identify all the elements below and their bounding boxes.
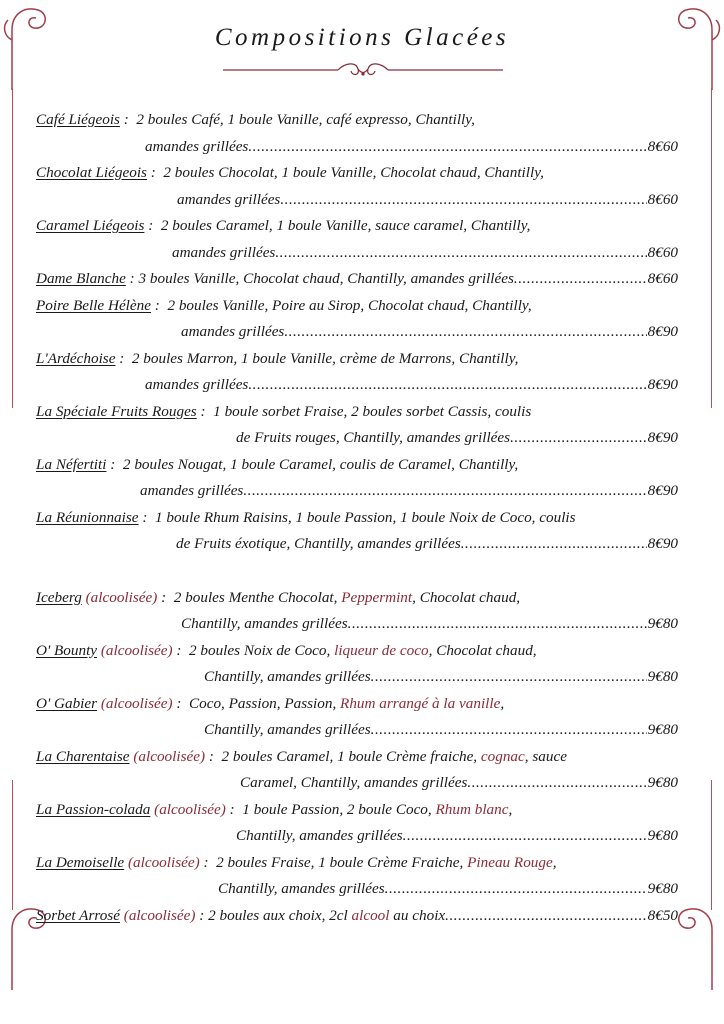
item-name: La Passion-colada xyxy=(36,800,151,818)
item-name: Café Liégeois xyxy=(36,111,120,128)
item-price: 9€80 xyxy=(647,721,678,738)
corner-ornament-top-right xyxy=(664,0,724,90)
item-name: La Demoiselle xyxy=(36,853,125,871)
description-text: 2 boules Nougat, 1 boule Caramel, coulis de Caramel, Chantilly, xyxy=(122,455,519,473)
item-description-2 xyxy=(240,770,467,797)
item-name: O' Bounty xyxy=(36,641,98,659)
item-label: La Réunionnaise : xyxy=(36,508,155,526)
item-name: Chocolat Liégeois xyxy=(36,164,147,181)
item-line-1 xyxy=(36,691,678,718)
item-line-2 xyxy=(36,611,678,638)
description-text: amandes grillées xyxy=(140,482,244,499)
menu-item xyxy=(36,797,678,850)
item-line-2 xyxy=(36,240,678,267)
item-description-2 xyxy=(172,240,275,267)
item-line-1 xyxy=(36,585,678,612)
item-line-2 xyxy=(36,372,678,399)
menu-item xyxy=(36,691,678,744)
dot-leader xyxy=(403,823,647,850)
menu-item xyxy=(36,903,678,930)
item-label: Caramel Liégeois : xyxy=(36,217,161,234)
dot-leader xyxy=(348,611,647,638)
item-label: La Néfertiti : xyxy=(36,455,123,473)
description-text: amandes grillées xyxy=(145,137,249,155)
alcohol-ingredient: Pineau Rouge xyxy=(467,853,553,871)
description-text: 3 boules Vanille, Chocolat chaud, Chantilly, amandes grillées xyxy=(138,270,514,287)
item-line-2 xyxy=(36,425,678,452)
item-price: 8€90 xyxy=(647,376,678,393)
item-line-1 xyxy=(36,744,678,771)
menu-item xyxy=(36,585,678,638)
description-text: amandes grillées xyxy=(181,323,285,340)
item-label: La Spéciale Fruits Rouges : xyxy=(36,402,214,420)
alcohol-tag: (alcoolisée) xyxy=(123,906,196,924)
description-text: 1 boule sorbet Fraise, 2 boules sorbet Cassis, coulis xyxy=(213,402,532,420)
item-description-2 xyxy=(181,319,284,346)
item-label: La Passion-colada (alcoolisée) : xyxy=(36,800,243,818)
alcohol-tag: (alcoolisée) xyxy=(85,588,158,606)
item-price: 9€80 xyxy=(647,615,678,632)
border-line-left-top xyxy=(12,88,13,408)
description-text: , Chocolat chaud, xyxy=(428,641,537,659)
item-description-2 xyxy=(145,372,248,399)
item-price: 9€80 xyxy=(647,827,678,844)
item-line-2 xyxy=(36,134,678,161)
item-description-1 xyxy=(155,509,576,526)
dot-leader xyxy=(467,770,646,797)
dot-leader xyxy=(280,187,646,214)
item-price: 8€90 xyxy=(647,535,678,552)
item-description-1 xyxy=(208,903,445,930)
description-text: 2 boules aux choix, 2cl xyxy=(208,906,352,924)
menu-item xyxy=(36,213,678,266)
item-price: 9€80 xyxy=(647,668,678,685)
item-name: La Néfertiti xyxy=(36,455,107,473)
page-title: Compositions Glacées xyxy=(214,24,510,51)
description-text: , xyxy=(508,800,513,818)
menu-item xyxy=(36,107,678,160)
alcohol-ingredient: cognac xyxy=(480,747,525,765)
item-line-2 xyxy=(36,717,678,744)
item-description-1 xyxy=(216,854,556,871)
menu-item xyxy=(36,638,678,691)
alcohol-ingredient: alcool xyxy=(351,906,390,924)
section-spacer xyxy=(36,558,678,585)
item-line-1 xyxy=(36,346,678,373)
alcohol-ingredient: Rhum blanc xyxy=(435,800,509,818)
description-text: 2 boules Vanille, Poire au Sirop, Chocolat chaud, Chantilly, xyxy=(167,296,532,314)
item-description-1 xyxy=(136,111,475,128)
description-text: , sauce xyxy=(524,747,567,765)
alcohol-tag: (alcoolisée) xyxy=(127,853,200,871)
item-description-1 xyxy=(189,695,504,712)
description-text: Coco, Passion, Passion, xyxy=(189,694,341,712)
item-line-1 xyxy=(36,850,678,877)
item-price: 8€90 xyxy=(647,323,678,340)
item-line-2 xyxy=(36,664,678,691)
border-line-left-bottom xyxy=(12,780,13,910)
item-label: Chocolat Liégeois : xyxy=(36,164,164,181)
item-description-1 xyxy=(123,456,518,473)
item-description-1 xyxy=(174,589,520,606)
dot-leader xyxy=(445,903,646,930)
description-text: Chantilly, amandes grillées xyxy=(181,615,348,632)
item-description-2 xyxy=(140,478,243,505)
item-name: La Réunionnaise xyxy=(36,508,139,526)
item-label: L'Ardéchoise : xyxy=(36,349,132,367)
item-description-2 xyxy=(204,664,371,691)
item-name: L'Ardéchoise xyxy=(36,349,116,367)
menu-item xyxy=(36,452,678,505)
description-text: 2 boules Caramel, 1 boule Crème fraiche, xyxy=(221,747,481,765)
description-text: Chantilly, amandes grillées xyxy=(204,668,371,685)
dot-leader xyxy=(514,266,647,293)
description-text: 1 boule Passion, 2 boule Coco, xyxy=(242,800,436,818)
alcohol-tag: (alcoolisée) xyxy=(100,641,173,659)
item-name: Dame Blanche xyxy=(36,270,126,287)
item-label: Iceberg (alcoolisée) : xyxy=(36,588,174,606)
description-text: , xyxy=(552,853,557,871)
item-description-2 xyxy=(177,187,280,214)
item-name: Iceberg xyxy=(36,588,82,606)
item-line-1 xyxy=(36,160,678,187)
menu-item xyxy=(36,266,678,293)
dot-leader xyxy=(275,240,646,267)
item-line-1 xyxy=(36,638,678,665)
item-line-1 xyxy=(36,452,678,479)
item-line-1 xyxy=(36,903,678,930)
item-description-2 xyxy=(145,134,248,161)
item-line-2 xyxy=(36,876,678,903)
item-line-2 xyxy=(36,478,678,505)
item-line-1 xyxy=(36,505,678,532)
item-price: 9€80 xyxy=(647,880,678,897)
item-description-1 xyxy=(221,748,566,765)
menu-item xyxy=(36,505,678,558)
item-price: 8€60 xyxy=(647,190,678,208)
item-price: 8€60 xyxy=(647,243,678,261)
item-price: 8€60 xyxy=(647,270,678,287)
item-price: 8€50 xyxy=(647,906,678,924)
item-price: 8€60 xyxy=(647,137,678,155)
description-text: 2 boules Fraise, 1 boule Crème Fraiche, xyxy=(216,853,468,871)
description-text: 2 boules Noix de Coco, xyxy=(189,641,335,659)
item-name: Sorbet Arrosé xyxy=(36,906,120,924)
item-description-1 xyxy=(132,350,519,367)
description-text: 1 boule Rhum Raisins, 1 boule Passion, 1 boule Noix de Coco, coulis xyxy=(154,508,576,526)
item-label: La Charentaise (alcoolisée) : xyxy=(36,747,222,765)
item-line-1 xyxy=(36,797,678,824)
item-name: Poire Belle Hélène xyxy=(36,296,151,314)
item-line-1 xyxy=(36,213,678,240)
item-description-2 xyxy=(176,531,461,558)
alcohol-tag: (alcoolisée) xyxy=(154,800,226,818)
item-description-2 xyxy=(236,425,510,452)
item-line-2 xyxy=(36,823,678,850)
item-label: La Demoiselle (alcoolisée) : xyxy=(36,853,217,871)
item-label: O' Gabier (alcoolisée) : xyxy=(36,694,189,712)
border-line-right-bottom xyxy=(711,780,712,910)
dot-leader xyxy=(385,876,647,903)
description-text: 2 boules Marron, 1 boule Vanille, crème de Marrons, Chantilly, xyxy=(131,349,519,367)
description-text: Chantilly, amandes grillées xyxy=(204,721,371,738)
menu-item xyxy=(36,850,678,903)
title-divider-ornament xyxy=(218,62,508,78)
item-description-1 xyxy=(161,217,531,234)
alcohol-ingredient: Rhum arrangé à la vanille xyxy=(340,694,501,712)
description-text: Chantilly, amandes grillées xyxy=(218,880,385,897)
menu-item xyxy=(36,346,678,399)
description-text: de Fruits rouges, Chantilly, amandes grillées xyxy=(236,429,511,446)
item-price: 8€90 xyxy=(647,429,678,446)
item-label: Sorbet Arrosé (alcoolisée) : xyxy=(36,906,209,924)
description-text: , Chocolat chaud, xyxy=(412,588,521,606)
item-price: 9€80 xyxy=(647,774,678,791)
dot-leader xyxy=(248,134,646,161)
item-line-1 xyxy=(36,107,678,134)
item-label: Poire Belle Hélène : xyxy=(36,296,168,314)
description-text: , xyxy=(500,694,505,712)
item-description-1 xyxy=(138,266,513,293)
dot-leader xyxy=(284,319,646,346)
description-text: 2 boules Café, 1 boule Vanille, café expresso, Chantilly, xyxy=(136,111,475,128)
dot-leader xyxy=(371,664,647,691)
item-name: O' Gabier xyxy=(36,694,98,712)
border-line-right-top xyxy=(711,88,712,408)
description-text: 2 boules Chocolat, 1 boule Vanille, Chocolat chaud, Chantilly, xyxy=(163,164,544,181)
description-text: de Fruits éxotique, Chantilly, amandes grillées xyxy=(176,535,461,552)
dot-leader xyxy=(461,531,647,558)
item-line-1 xyxy=(36,399,678,426)
alcohol-tag: (alcoolisée) xyxy=(133,747,206,765)
description-text: 2 boules Caramel, 1 boule Vanille, sauce caramel, Chantilly, xyxy=(160,217,531,234)
item-line-2 xyxy=(36,319,678,346)
menu-item xyxy=(36,160,678,213)
alcohol-tag: (alcoolisée) xyxy=(100,694,173,712)
item-description-2 xyxy=(218,876,385,903)
item-description-2 xyxy=(236,823,403,850)
dot-leader xyxy=(243,478,646,505)
description-text: Chantilly, amandes grillées xyxy=(236,827,403,844)
item-line-2 xyxy=(36,770,678,797)
item-line-1 xyxy=(36,266,678,293)
dot-leader xyxy=(510,425,647,452)
menu-list xyxy=(36,107,678,929)
description-text: amandes grillées xyxy=(145,376,249,393)
item-name: Caramel Liégeois xyxy=(36,217,145,234)
item-line-2 xyxy=(36,531,678,558)
menu-item xyxy=(36,399,678,452)
item-label: Dame Blanche : xyxy=(36,270,139,287)
item-name: La Spéciale Fruits Rouges xyxy=(36,402,197,420)
alcohol-ingredient: Peppermint xyxy=(341,588,413,606)
item-label: O' Bounty (alcoolisée) : xyxy=(36,641,189,659)
menu-item xyxy=(36,293,678,346)
item-description-1 xyxy=(167,297,531,314)
dot-leader xyxy=(248,372,646,399)
description-text: Caramel, Chantilly, amandes grillées xyxy=(240,774,468,791)
item-description-2 xyxy=(181,611,348,638)
description-text: amandes grillées xyxy=(177,190,281,208)
item-description-1 xyxy=(242,801,512,818)
item-price: 8€90 xyxy=(647,482,678,499)
item-description-2 xyxy=(204,717,371,744)
item-description-1 xyxy=(163,164,544,181)
item-description-1 xyxy=(213,403,531,420)
corner-ornament-top-left xyxy=(0,0,60,90)
item-label: Café Liégeois : xyxy=(36,111,137,128)
item-line-2 xyxy=(36,187,678,214)
dot-leader xyxy=(371,717,647,744)
description-text: 2 boules Menthe Chocolat, xyxy=(173,588,342,606)
item-line-1 xyxy=(36,293,678,320)
alcohol-ingredient: liqueur de coco xyxy=(334,641,429,659)
item-name: La Charentaise xyxy=(36,747,130,765)
menu-item xyxy=(36,744,678,797)
description-text: amandes grillées xyxy=(172,243,276,261)
item-description-1 xyxy=(189,642,537,659)
description-text: au choix xyxy=(389,906,446,924)
